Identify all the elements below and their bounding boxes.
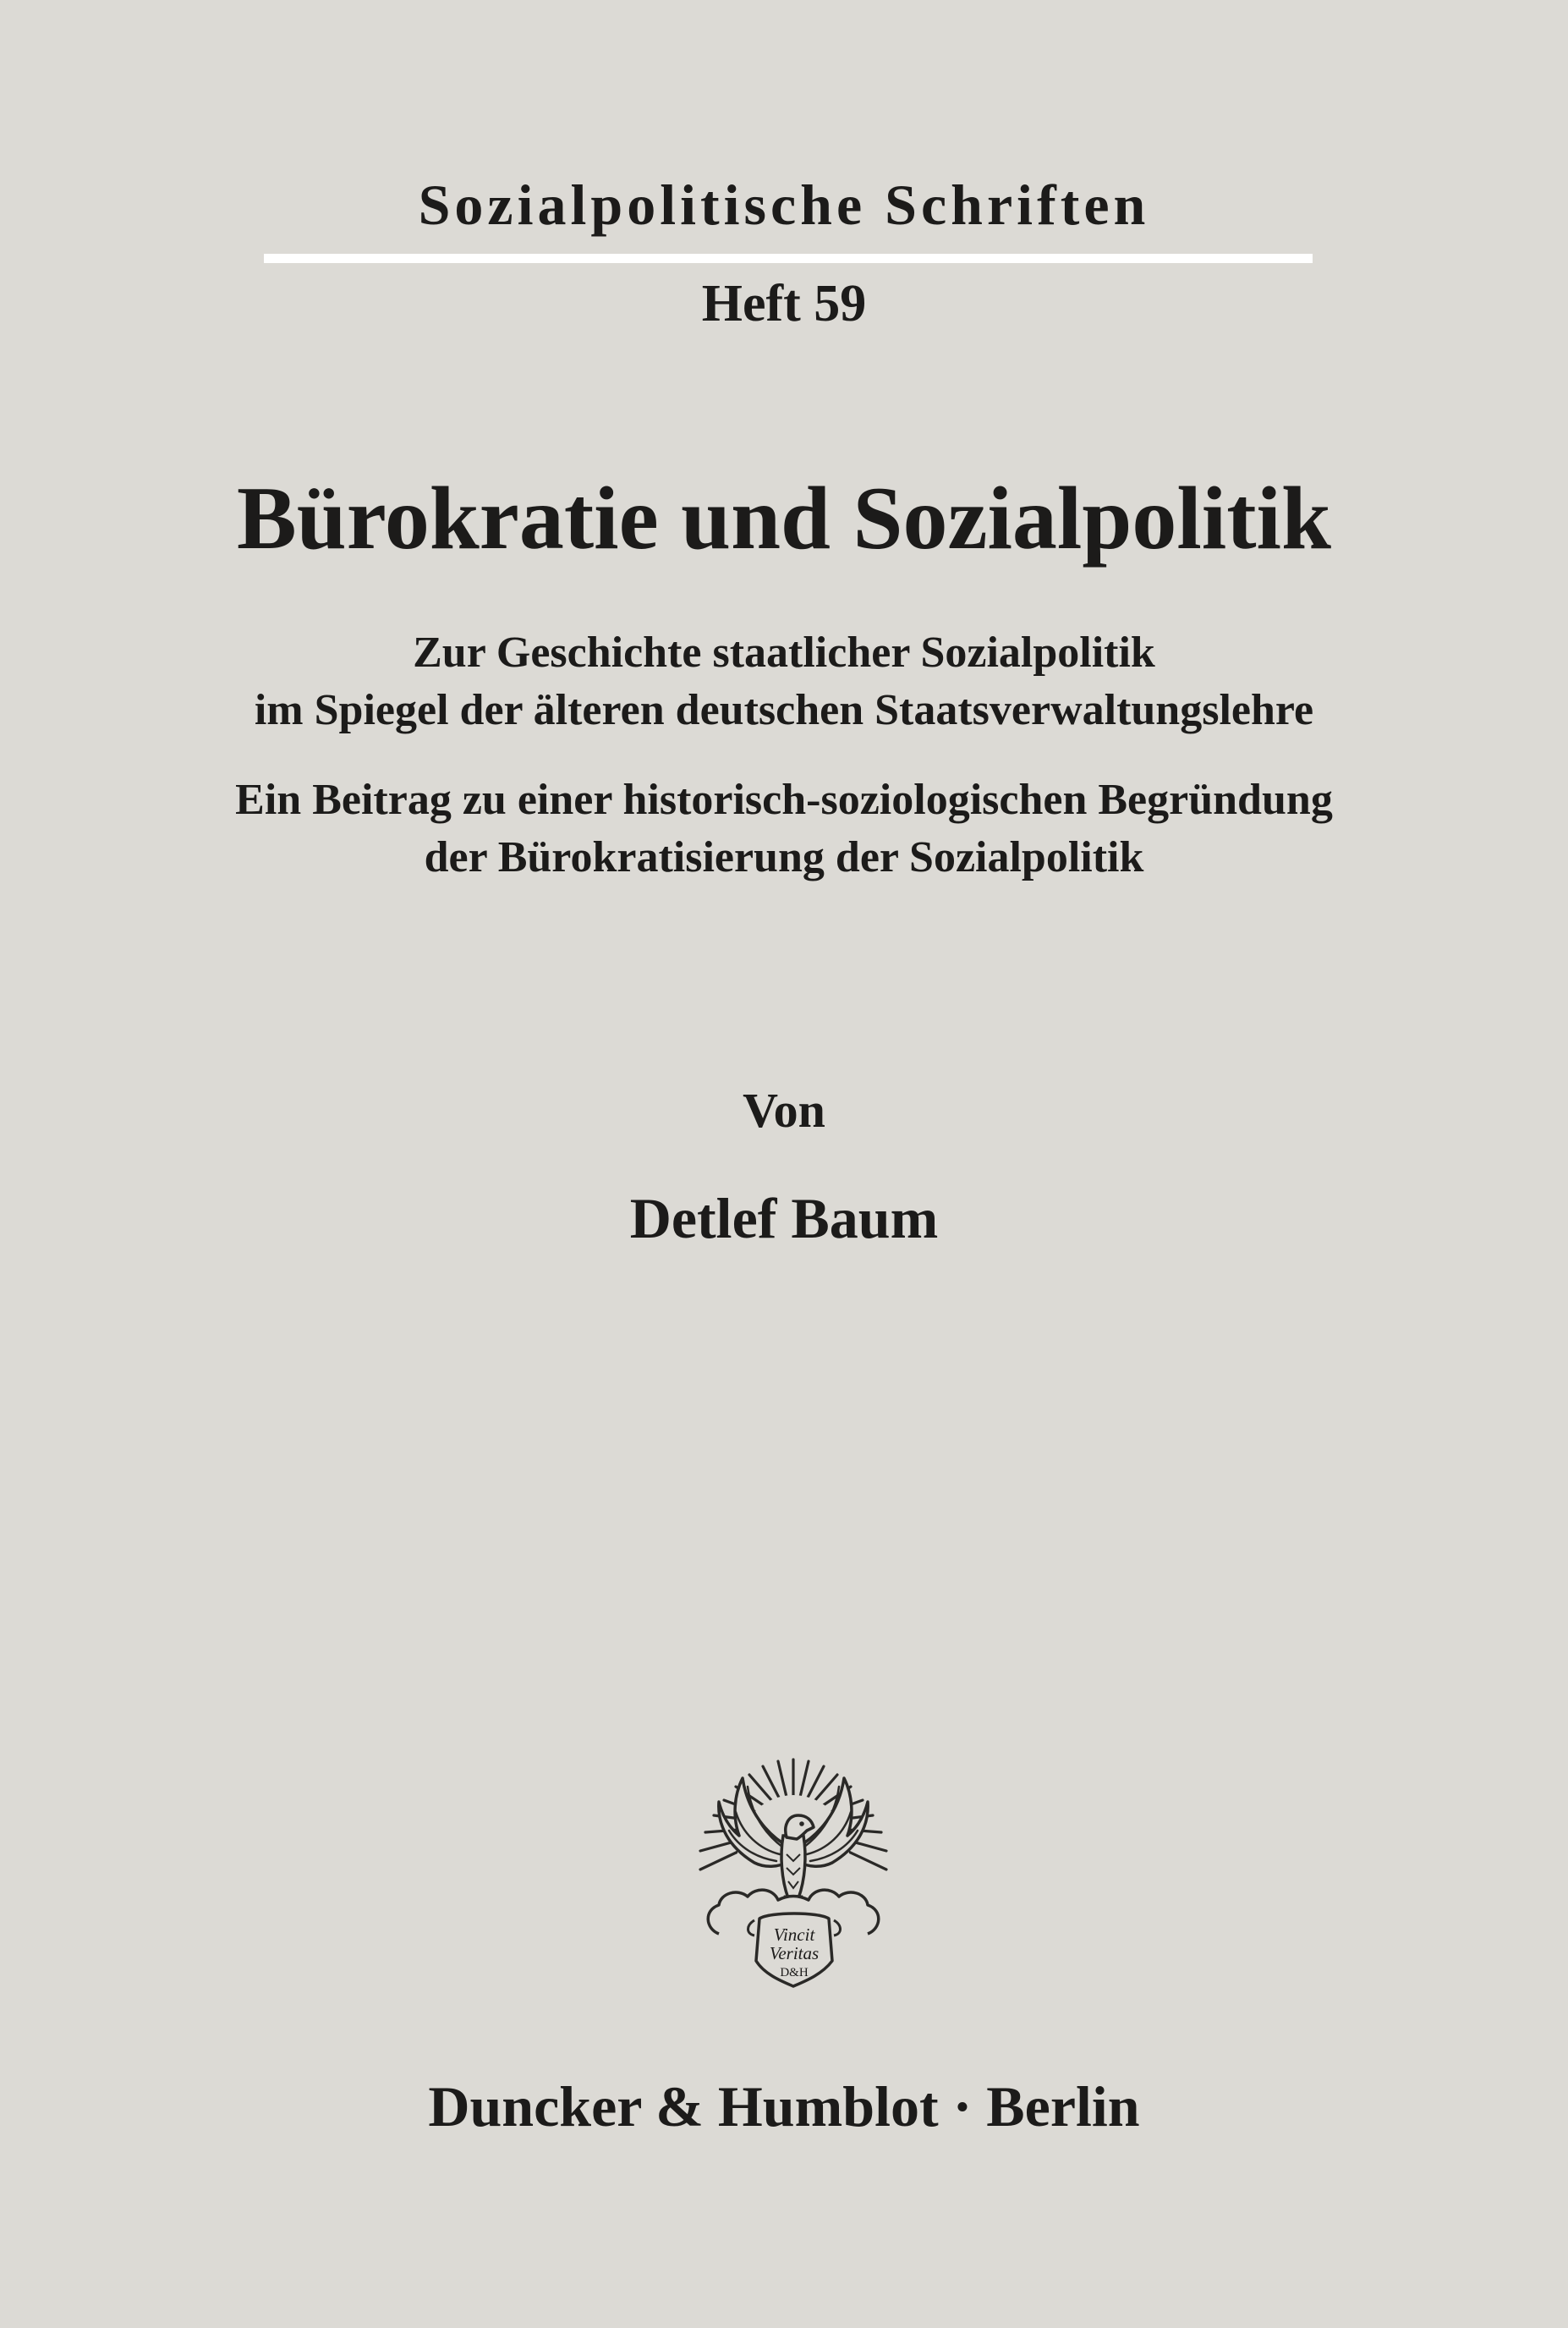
subtitle-contribution — [0, 771, 1568, 887]
logo-motto-line-2: Veritas — [769, 1943, 820, 1963]
subtitle-history-line-1: Zur Geschichte staatlicher Sozialpolitik — [413, 629, 1155, 677]
publisher-imprint: Duncker & Humblot · Berlin — [428, 2074, 1140, 2139]
book-title: Bürokratie und Sozialpolitik — [237, 469, 1331, 568]
publisher-eagle-logo-icon — [695, 1753, 891, 1991]
logo-monogram: D&H — [780, 1966, 809, 1979]
subtitle-history-line-2: im Spiegel der älteren deutschen Staatsverwaltungslehre — [254, 686, 1314, 734]
series-title: Sozialpolitische Schriften — [418, 173, 1150, 237]
series-issue: Heft 59 — [701, 275, 867, 332]
logo-motto-line-1: Vincit — [773, 1924, 815, 1945]
author-name: Detlef Baum — [629, 1186, 939, 1250]
subtitle-contribution-line-2: der Bürokratisierung der Sozialpolitik — [424, 833, 1144, 881]
subtitle-contribution-line-1: Ein Beitrag zu einer historisch-soziologischen Begründung — [235, 776, 1333, 824]
subtitle-history — [0, 624, 1568, 739]
by-label: Von — [743, 1083, 825, 1138]
series-divider — [264, 254, 1313, 263]
